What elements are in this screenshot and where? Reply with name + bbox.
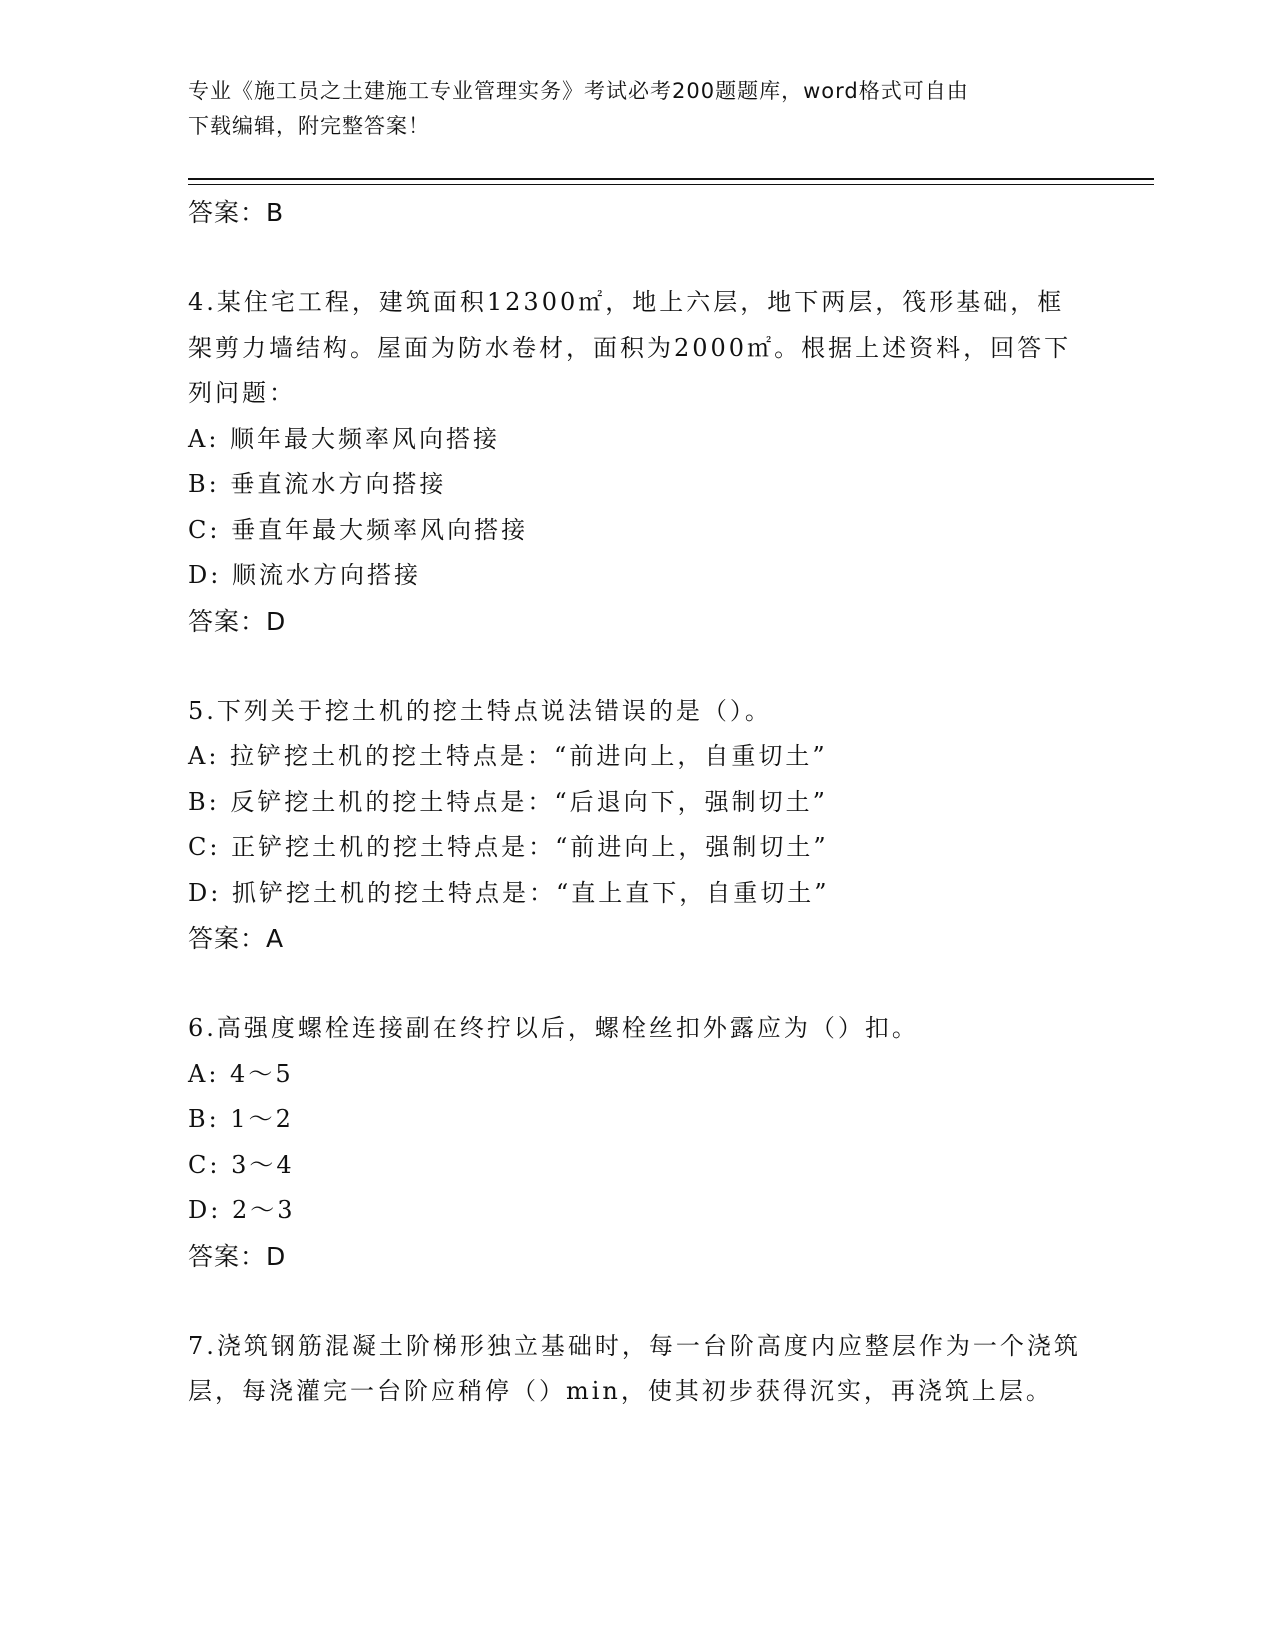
question-4 bbox=[188, 280, 1088, 644]
header-line-2: 下载编辑，附完整答案！ bbox=[188, 114, 430, 138]
question-6 bbox=[188, 1006, 1088, 1279]
option-d: D: 抓铲挖土机的挖土特点是：“直上直下，自重切土” bbox=[188, 878, 830, 907]
option-c: C: 垂直年最大频率风向搭接 bbox=[188, 515, 529, 544]
option-a: A: 拉铲挖土机的挖土特点是：“前进向上，自重切土” bbox=[188, 742, 828, 770]
option-c: C: 正铲挖土机的挖土特点是：“前进向上，强制切土” bbox=[188, 833, 829, 861]
answer-line: 答案：D bbox=[188, 606, 287, 636]
header-rule-thin bbox=[188, 184, 1154, 185]
option-b: B: 垂直流水方向搭接 bbox=[188, 470, 447, 498]
option-a: A: 顺年最大频率风向搭接 bbox=[188, 424, 501, 453]
header-rule-thick bbox=[188, 178, 1154, 180]
question-text: 4.某住宅工程，建筑面积12300㎡，地上六层，地下两层，筏形基础，框架剪力墙结构。屋面为防水卷材，面积为2000㎡。根据上述资料，回答下列问题： bbox=[188, 288, 1072, 407]
answer-line: 答案：A bbox=[188, 924, 285, 953]
answer-line: 答案：D bbox=[188, 1241, 287, 1271]
option-a: A: 4～5 bbox=[188, 1059, 294, 1088]
question-text: 5.下列关于挖土机的挖土特点说法错误的是（）。 bbox=[188, 696, 772, 725]
option-d: D: 2～3 bbox=[188, 1196, 296, 1224]
option-d: D: 顺流水方向搭接 bbox=[188, 561, 421, 589]
option-b: B: 1～2 bbox=[188, 1105, 294, 1133]
answer-line: 答案：B bbox=[188, 198, 285, 227]
option-c: C: 3～4 bbox=[188, 1150, 295, 1179]
header-line-1: 专业《施工员之土建施工专业管理实务》考试必考200题题库，word格式可自由 bbox=[188, 79, 969, 103]
option-b: B: 反铲挖土机的挖土特点是：“后退向下，强制切土” bbox=[188, 787, 828, 816]
document-body bbox=[188, 190, 1088, 1415]
question-5 bbox=[188, 689, 1088, 962]
question-7 bbox=[188, 1324, 1088, 1415]
question-text: 6.高强度螺栓连接副在终拧以后，螺栓丝扣外露应为（）扣。 bbox=[188, 1014, 919, 1042]
page-header bbox=[188, 74, 1088, 144]
question-text: 7.浇筑钢筋混凝土阶梯形独立基础时，每一台阶高度内应整层作为一个浇筑层，每浇灌完一台阶应稍停（）min，使其初步获得沉实，再浇筑上层。 bbox=[188, 1331, 1081, 1405]
